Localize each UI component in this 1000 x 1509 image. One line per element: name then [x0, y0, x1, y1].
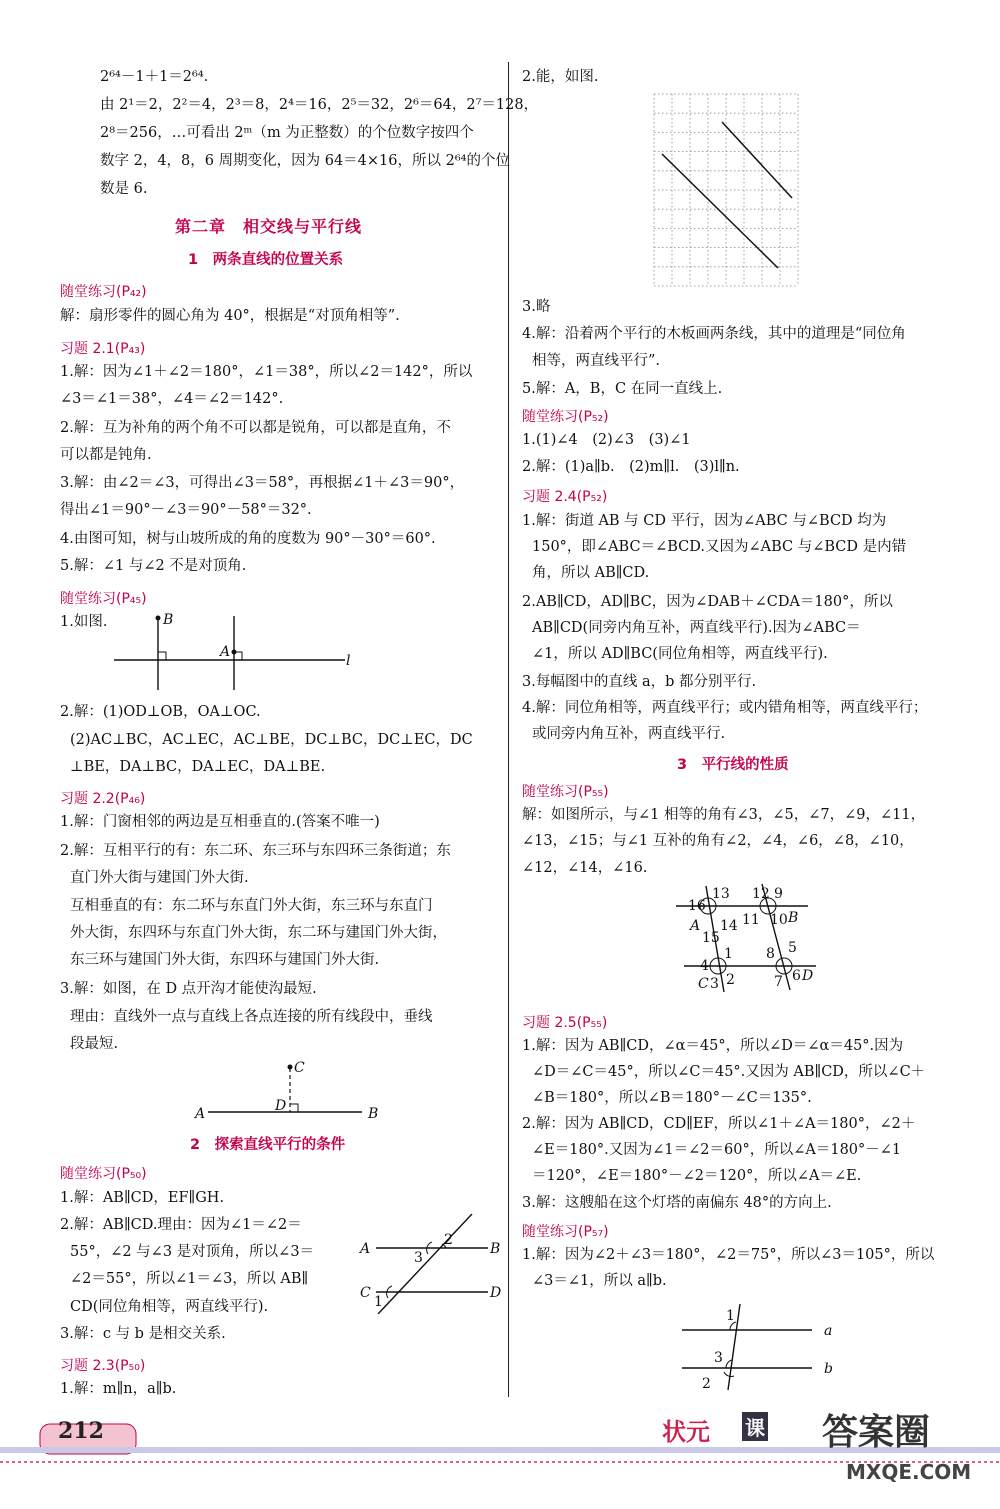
- brand-logo-badge: 课: [742, 1412, 768, 1441]
- text-line: ∠13，∠15；与∠1 互补的角有∠2，∠4，∠6，∠8，∠10，: [522, 833, 914, 849]
- angle-2: 2: [444, 1232, 453, 1248]
- label-C: C: [698, 976, 709, 992]
- label-A: A: [360, 1241, 371, 1257]
- text-line: ∠3＝∠1＝38°，∠4＝∠2＝142°.: [60, 391, 284, 407]
- practice-label: 随堂练习(P₅₂): [522, 409, 609, 425]
- text-line: 3.解：这艘船在这个灯塔的南偏东 48°的方向上.: [522, 1195, 832, 1211]
- text-line: 角，所以 AB∥CD.: [532, 565, 650, 581]
- angle-1: 1: [374, 1294, 383, 1310]
- text-line: 5.解：∠1 与∠2 不是对顶角.: [60, 558, 247, 574]
- angle-1: 1: [726, 1308, 735, 1324]
- watermark-url: MXQE.COM: [846, 1460, 972, 1484]
- text-line: 3.解：如图，在 D 点开沟才能使沟最短.: [60, 981, 317, 997]
- text-line: 2.解：互为补角的两个角不可以都是锐角，可以都是直角，不: [60, 420, 451, 436]
- text-line: 55°，∠2 与∠3 是对顶角，所以∠3＝: [70, 1244, 315, 1260]
- text-line: CD(同位角相等，两直线平行).: [70, 1299, 269, 1315]
- angle-3: 3: [714, 1350, 723, 1366]
- angle-5: 5: [788, 940, 797, 956]
- label-D: D: [802, 968, 814, 984]
- text-line: 数字 2，4，8，6 周期变化，因为 64＝4×16，所以 2⁶⁴的个位: [100, 153, 510, 169]
- text-line: 解：如图所示，与∠1 相等的角有∠3，∠5，∠7，∠9，∠11，: [522, 807, 926, 823]
- text-line: 2⁸＝256，…可看出 2ᵐ（m 为正整数）的个位数字按四个: [100, 125, 474, 141]
- angle-10: 10: [770, 912, 788, 928]
- text-line: 得出∠1＝90°－∠3＝90°－58°＝32°.: [60, 502, 312, 518]
- angle-14: 14: [720, 918, 738, 934]
- label-A: A: [220, 644, 231, 660]
- exercise-label: 习题 2.2(P₄₆): [60, 791, 146, 807]
- parallel-ab-figure: [672, 1300, 852, 1392]
- text-line: ⊥BE，DA⊥BC，DA⊥EC，DA⊥BE.: [70, 759, 326, 775]
- label-b: b: [824, 1361, 833, 1377]
- exercise-label: 习题 2.5(P₅₅): [522, 1015, 608, 1031]
- text-line: 4.解：沿着两个平行的木板画两条线，其中的道理是“同位角: [522, 326, 906, 342]
- text-line: 相等，两直线平行”.: [532, 353, 661, 369]
- text-line: 4.解：同位角相等，两直线平行；或内错角相等，两直线平行；: [522, 700, 928, 716]
- text-line: (2)AC⊥BC，AC⊥EC，AC⊥BE，DC⊥BC，DC⊥EC，DC: [70, 732, 473, 748]
- label-A: A: [690, 918, 701, 934]
- column-divider: [508, 62, 509, 1397]
- exercise-label: 习题 2.1(P₄₃): [60, 341, 146, 357]
- page-number: 212: [58, 1418, 104, 1444]
- angle-2: 2: [702, 1376, 711, 1392]
- angle-15: 15: [702, 930, 720, 946]
- text-line: 1.如图.: [60, 614, 108, 630]
- practice-label: 随堂练习(P₄₅): [60, 591, 147, 607]
- text-line: 1.解：门窗相邻的两边是互相垂直的.(答案不唯一): [60, 814, 380, 830]
- label-B: B: [163, 612, 174, 628]
- label-A: A: [195, 1106, 206, 1122]
- text-line: 3.解：c 与 b 是相交关系.: [60, 1326, 226, 1342]
- text-line: 解：扇形零件的圆心角为 40°，根据是“对顶角相等”.: [60, 308, 400, 324]
- label-B: B: [490, 1241, 501, 1257]
- text-line: 2.能，如图.: [522, 69, 599, 85]
- section-title: 2 探索直线平行的条件: [190, 1137, 346, 1153]
- shortest-path-figure: [190, 1058, 390, 1124]
- angle-3: 3: [414, 1250, 423, 1266]
- text-line: AB∥CD(同旁内角互补，两直线平行).因为∠ABC＝: [532, 620, 861, 636]
- text-line: ∠3＝∠1，所以 a∥b.: [532, 1273, 667, 1289]
- text-line: 由 2¹＝2，2²＝4，2³＝8，2⁴＝16，2⁵＝32，2⁶＝64，2⁷＝128，: [100, 97, 539, 113]
- text-line: 外大街，东四环与东直门外大街，东二环与建国门外大街，: [70, 925, 447, 941]
- label-B: B: [368, 1106, 379, 1122]
- angle-1: 1: [724, 946, 733, 962]
- brand-logo: 状元: [662, 1418, 710, 1446]
- text-line: 2.解：互相平行的有：东二环、东三环与东四环三条街道；东: [60, 843, 451, 859]
- text-line: 2.解：(1)a∥b. (2)m∥l. (3)l∥n.: [522, 459, 740, 475]
- section-title: 1 两条直线的位置关系: [188, 252, 344, 268]
- angle-12: 12: [752, 886, 770, 902]
- text-line: 1.(1)∠4 (2)∠3 (3)∠1: [522, 432, 691, 448]
- text-line: 3.每幅图中的直线 a，b 都分别平行.: [522, 674, 757, 690]
- text-line: ＝120°，∠E＝180°－∠2＝120°，所以∠A＝∠E.: [532, 1168, 862, 1184]
- text-line: ∠D＝∠C＝45°，所以∠C＝45°.又因为 AB∥CD，所以∠C＋: [532, 1064, 926, 1080]
- angle-4: 4: [700, 958, 709, 974]
- text-line: ∠B＝180°，所以∠B＝180°－∠C＝135°.: [532, 1090, 812, 1106]
- parallel-angle-figure: [356, 1210, 506, 1314]
- text-line: 3.略: [522, 299, 551, 315]
- text-line: 4.由图可知，树与山坡所成的角的度数为 90°－30°＝60°.: [60, 531, 436, 547]
- text-line: ∠12，∠14，∠16.: [522, 860, 648, 876]
- text-line: 可以都是钝角.: [60, 447, 152, 463]
- watermark: 答案圈: [822, 1412, 931, 1453]
- text-line: 理由：直线外一点与直线上各点连接的所有线段中，垂线: [70, 1009, 433, 1025]
- label-l: l: [346, 653, 351, 669]
- text-line: 或同旁内角互补，两直线平行.: [532, 726, 726, 742]
- text-line: 数是 6.: [100, 181, 148, 197]
- text-line: ∠1，所以 AD∥BC(同位角相等，两直线平行).: [532, 646, 828, 662]
- angle-3: 3: [710, 976, 719, 992]
- label-a: a: [824, 1323, 833, 1339]
- text-line: 2.解：AB∥CD.理由：因为∠1＝∠2＝: [60, 1217, 302, 1233]
- label-C: C: [360, 1285, 371, 1301]
- text-line: 2.解：(1)OD⊥OB，OA⊥OC.: [60, 704, 261, 720]
- text-line: 1.解：m∥n，a∥b.: [60, 1381, 177, 1397]
- text-line: ∠2＝55°，所以∠1＝∠3，所以 AB∥: [70, 1271, 309, 1287]
- angle-16: 16: [688, 898, 706, 914]
- text-line: 2⁶⁴－1＋1＝2⁶⁴.: [100, 69, 209, 85]
- text-line: 150°，即∠ABC＝∠BCD.又因为∠ABC 与∠BCD 是内错: [532, 539, 907, 555]
- practice-label: 随堂练习(P₄₂): [60, 284, 147, 300]
- angle-grid-figure: [662, 880, 832, 996]
- text-line: 东三环与建国门外大街，东四环与建国门外大街.: [70, 952, 380, 968]
- angle-11: 11: [742, 912, 760, 928]
- text-line: ∠E＝180°.又因为∠1＝∠2＝60°，所以∠A＝180°－∠1: [532, 1142, 902, 1158]
- text-line: 1.解：因为 AB∥CD，∠α＝45°，所以∠D＝∠α＝45°.因为: [522, 1038, 904, 1054]
- section-title: 3 平行线的性质: [677, 757, 789, 773]
- text-line: 直门外大街与建国门外大街.: [70, 870, 249, 886]
- text-line: 1.解：街道 AB 与 CD 平行，因为∠ABC 与∠BCD 均为: [522, 513, 887, 529]
- chapter-title: 第二章 相交线与平行线: [175, 217, 363, 236]
- text-line: 1.解：因为∠2＋∠3＝180°，∠2＝75°，所以∠3＝105°，所以: [522, 1247, 935, 1263]
- practice-label: 随堂练习(P₅₅): [522, 784, 609, 800]
- perpendicular-figure: [110, 608, 370, 694]
- text-line: 2.解：因为 AB∥CD，CD∥EF，所以∠1＋∠A＝180°，∠2＋: [522, 1116, 916, 1132]
- label-B: B: [788, 910, 799, 926]
- grid-parallel-figure: [652, 92, 800, 288]
- text-line: 段最短.: [70, 1036, 119, 1052]
- angle-8: 8: [766, 946, 775, 962]
- exercise-label: 习题 2.4(P₅₂): [522, 489, 608, 505]
- practice-label: 随堂练习(P₅₀): [60, 1166, 147, 1182]
- label-D: D: [275, 1098, 287, 1114]
- angle-9: 9: [774, 886, 783, 902]
- angle-7: 7: [774, 974, 783, 990]
- angle-13: 13: [712, 886, 730, 902]
- text-line: 2.AB∥CD，AD∥BC，因为∠DAB＋∠CDA＝180°，所以: [522, 594, 893, 610]
- exercise-label: 习题 2.3(P₅₀): [60, 1358, 146, 1374]
- label-C: C: [294, 1060, 305, 1076]
- practice-label: 随堂练习(P₅₇): [522, 1224, 609, 1240]
- text-line: 1.解：AB∥CD，EF∥GH.: [60, 1190, 225, 1206]
- text-line: 1.解：因为∠1＋∠2＝180°，∠1＝38°，所以∠2＝142°，所以: [60, 364, 473, 380]
- angle-6: 6: [792, 968, 801, 984]
- text-line: 互相垂直的有：东二环与东直门外大街，东三环与东直门: [70, 898, 433, 914]
- label-D: D: [490, 1285, 502, 1301]
- text-line: 3.解：由∠2＝∠3，可得出∠3＝58°，再根据∠1＋∠3＝90°，: [60, 475, 465, 491]
- angle-2: 2: [726, 972, 735, 988]
- text-line: 5.解：A，B，C 在同一直线上.: [522, 381, 723, 397]
